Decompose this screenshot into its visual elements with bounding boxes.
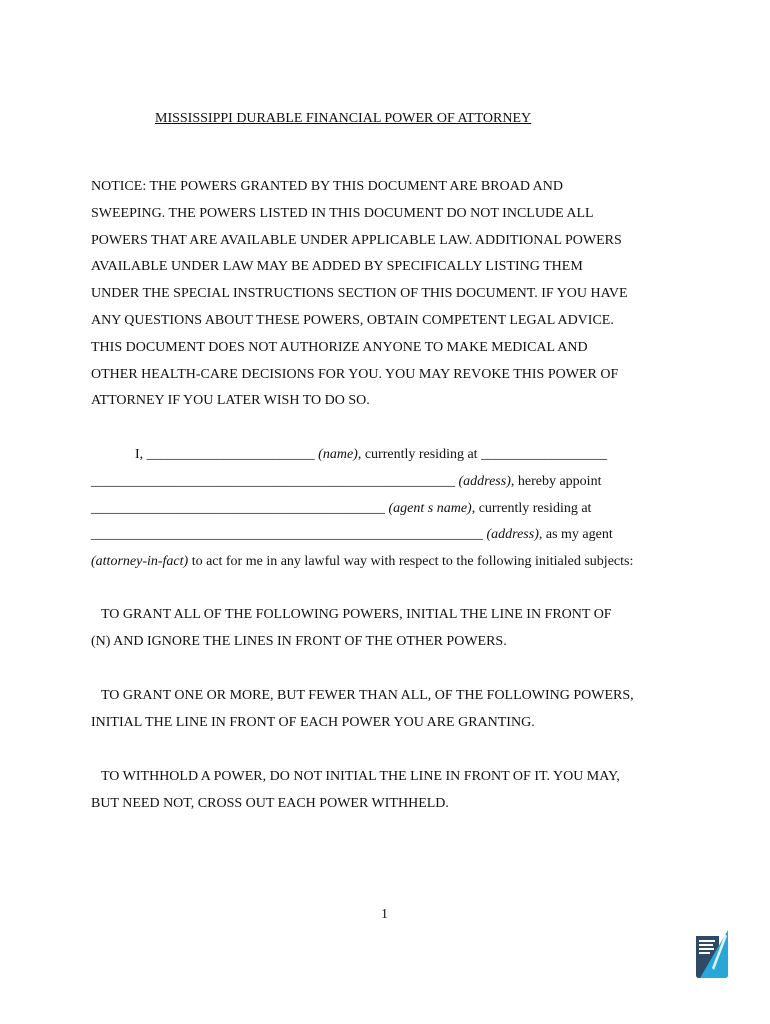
principal-name-blank[interactable]: I, ________________________ [135,447,319,462]
notice-line: ATTORNEY IF YOU LATER WISH TO DO SO. [91,393,370,409]
instruction-line: BUT NEED NOT, CROSS OUT EACH POWER WITHHELD. [91,796,449,811]
notice-line: SWEEPING. THE POWERS LISTED IN THIS DOCUMENT DO NOT INCLUDE ALL [91,205,594,221]
agent-address-label: (address) [486,527,539,543]
withhold-instruction [91,763,691,817]
notice-line: NOTICE: THE POWERS GRANTED BY THIS DOCUMENT ARE BROAD AND [91,179,564,194]
address-label: (address) [458,473,511,489]
subjects-text: to act for me in any lawful way with respect to the following initialed subjects: [188,554,634,570]
agent-address-line [91,522,691,549]
instruction-line: TO WITHHOLD A POWER, DO NOT INITIAL THE LINE IN FRONT OF IT. YOU MAY, [101,769,620,784]
document-title: MISSISSIPPI DURABLE FINANCIAL POWER OF ATTORNEY [155,111,532,126]
grant-all-instruction [91,601,691,655]
notice-line: THIS DOCUMENT DOES NOT AUTHORIZE ANYONE TO MAKE MEDICAL AND [91,339,588,355]
notice-paragraph [91,174,691,415]
document-edit-logo-icon [694,928,730,982]
notice-line: POWERS THAT ARE AVAILABLE UNDER APPLICABLE LAW. ADDITIONAL POWERS [91,232,622,248]
agent-address-blank[interactable]: ________________________________________________________ [91,527,487,543]
attorney-in-fact-label: (attorney-in-fact) [91,554,189,570]
name-label: (name) [318,447,358,462]
principal-address-line [91,469,691,496]
instruction-line: (N) AND IGNORE THE LINES IN FRONT OF THE OTHER POWERS. [91,634,507,649]
appoint-text: , hereby appoint [510,473,602,489]
agent-name-label: (agent s name) [388,500,472,516]
notice-line: OTHER HEALTH-CARE DECISIONS FOR YOU. YOU MAY REVOKE THIS POWER OF [91,366,619,382]
agent-name-line [91,496,691,523]
notice-line: UNDER THE SPECIAL INSTRUCTIONS SECTION OF THIS DOCUMENT. IF YOU HAVE [91,286,628,302]
principal-name-line [91,442,691,469]
instruction-line: INITIAL THE LINE IN FRONT OF EACH POWER YOU ARE GRANTING. [91,715,535,730]
grant-some-instruction [91,682,691,736]
attorney-in-fact-line [91,549,691,576]
page-number: 1 [381,907,388,922]
appointment-paragraph [91,442,691,576]
notice-line: AVAILABLE UNDER LAW MAY BE ADDED BY SPECIFICALLY LISTING THEM [91,259,583,275]
as-my-agent-text: , as my agent [538,527,613,543]
instruction-line: TO GRANT ALL OF THE FOLLOWING POWERS, INITIAL THE LINE IN FRONT OF [101,607,612,622]
instruction-line: TO GRANT ONE OR MORE, BUT FEWER THAN ALL, OF THE FOLLOWING POWERS, [101,688,634,703]
principal-residence-blank[interactable]: , currently residing at __________________ [357,447,608,462]
principal-address-blank[interactable]: ____________________________________________________ [91,473,459,489]
agent-residing-text: , currently residing at [471,500,592,516]
notice-line: ANY QUESTIONS ABOUT THESE POWERS, OBTAIN COMPETENT LEGAL ADVICE. [91,312,614,328]
agent-name-blank[interactable]: __________________________________________ [91,500,389,516]
